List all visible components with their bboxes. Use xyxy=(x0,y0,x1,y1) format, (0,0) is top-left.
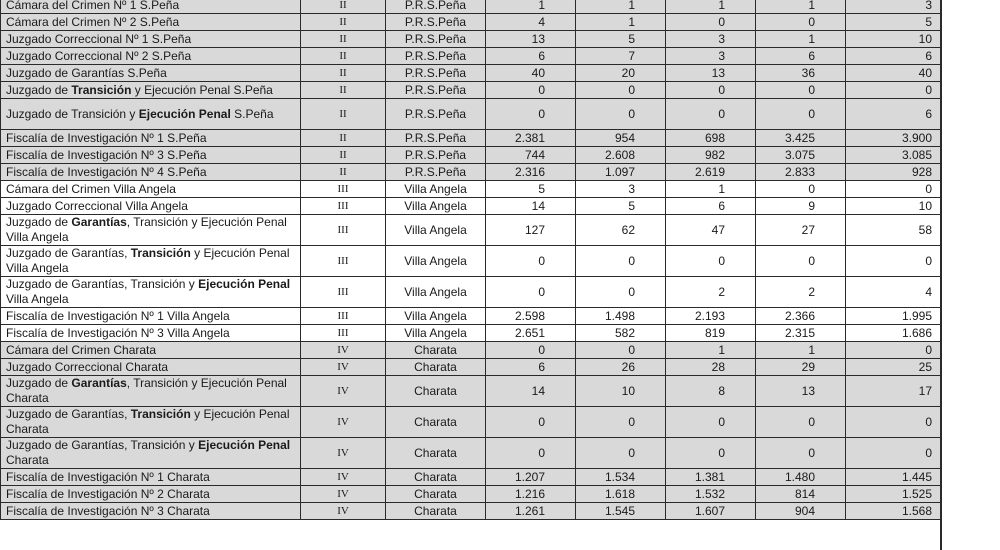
name-text: Cámara del Crimen Nº 2 S.Peña xyxy=(6,15,180,29)
value-cell: 0 xyxy=(486,277,576,308)
value-cell: 0 xyxy=(666,407,756,438)
value-cell: 3.425 xyxy=(756,130,846,147)
location-cell: P.R.S.Peña xyxy=(386,48,486,65)
table-row xyxy=(1,215,941,246)
value-cell: 3.075 xyxy=(756,147,846,164)
name-text: y Ejecución Penal Villa Angela xyxy=(6,246,290,275)
value-cell: 1 xyxy=(666,342,756,359)
location-cell: Charata xyxy=(386,438,486,469)
value-cell: 1 xyxy=(756,0,846,14)
name-emphasis: Transición xyxy=(130,407,191,421)
value-cell: 2.366 xyxy=(756,308,846,325)
name-text: Cámara del Crimen Nº 1 S.Peña xyxy=(6,0,180,12)
value-cell: 0 xyxy=(756,438,846,469)
value-cell: 1.097 xyxy=(576,164,666,181)
location-cell: Charata xyxy=(386,469,486,486)
organism-name-cell xyxy=(1,486,301,503)
value-cell: 1.686 xyxy=(846,325,941,342)
organism-name-cell xyxy=(1,181,301,198)
table-row xyxy=(1,82,941,99)
name-text: , Transición y Ejecución Penal Villa Angela xyxy=(6,215,287,244)
table-row xyxy=(1,503,941,520)
value-cell: 3 xyxy=(666,31,756,48)
name-text: Juzgado de xyxy=(6,215,72,229)
value-cell: 0 xyxy=(486,407,576,438)
table-row xyxy=(1,469,941,486)
table-row xyxy=(1,147,941,164)
value-cell: 2 xyxy=(666,277,756,308)
name-text: Fiscalía de Investigación Nº 3 S.Peña xyxy=(6,148,207,162)
location-cell: P.R.S.Peña xyxy=(386,14,486,31)
name-emphasis: Garantías xyxy=(71,215,127,229)
value-cell: 10 xyxy=(846,31,941,48)
value-cell: 2 xyxy=(756,277,846,308)
name-text: Juzgado de Garantías S.Peña xyxy=(6,66,167,80)
circumscription-cell: IV xyxy=(301,342,386,359)
value-cell: 0 xyxy=(846,407,941,438)
location-cell: P.R.S.Peña xyxy=(386,147,486,164)
name-text: Fiscalía de Investigación Nº 3 Charata xyxy=(6,504,210,518)
value-cell: 29 xyxy=(756,359,846,376)
value-cell: 0 xyxy=(486,438,576,469)
organism-name-cell xyxy=(1,246,301,277)
value-cell: 10 xyxy=(846,198,941,215)
circumscription-cell: II xyxy=(301,130,386,147)
value-cell: 0 xyxy=(846,181,941,198)
circumscription-cell: II xyxy=(301,31,386,48)
value-cell: 0 xyxy=(666,99,756,130)
value-cell: 36 xyxy=(756,65,846,82)
circumscription-cell: III xyxy=(301,198,386,215)
table-row xyxy=(1,181,941,198)
name-text: Fiscalía de Investigación Nº 1 Charata xyxy=(6,470,210,484)
location-cell: P.R.S.Peña xyxy=(386,65,486,82)
organism-name-cell xyxy=(1,14,301,31)
value-cell: 0 xyxy=(756,99,846,130)
organism-name-cell xyxy=(1,469,301,486)
value-cell: 904 xyxy=(756,503,846,520)
organism-name-cell xyxy=(1,0,301,14)
value-cell: 2.619 xyxy=(666,164,756,181)
table-row xyxy=(1,14,941,31)
location-cell: Charata xyxy=(386,486,486,503)
value-cell: 0 xyxy=(846,246,941,277)
value-cell: 5 xyxy=(486,181,576,198)
circumscription-cell: III xyxy=(301,181,386,198)
value-cell: 6 xyxy=(846,99,941,130)
value-cell: 40 xyxy=(486,65,576,82)
value-cell: 13 xyxy=(756,376,846,407)
page-right-border xyxy=(940,0,942,550)
location-cell: P.R.S.Peña xyxy=(386,0,486,14)
location-cell: P.R.S.Peña xyxy=(386,82,486,99)
value-cell: 954 xyxy=(576,130,666,147)
table-row xyxy=(1,48,941,65)
value-cell: 2.193 xyxy=(666,308,756,325)
table-row xyxy=(1,164,941,181)
organism-name-cell xyxy=(1,438,301,469)
value-cell: 0 xyxy=(576,438,666,469)
table-row xyxy=(1,65,941,82)
name-text: Fiscalía de Investigación Nº 4 S.Peña xyxy=(6,165,207,179)
value-cell: 5 xyxy=(846,14,941,31)
organism-name-cell xyxy=(1,147,301,164)
value-cell: 2.381 xyxy=(486,130,576,147)
name-text: Juzgado Correccional Villa Angela xyxy=(6,199,188,213)
organism-name-cell xyxy=(1,277,301,308)
table-row xyxy=(1,376,941,407)
value-cell: 4 xyxy=(846,277,941,308)
value-cell: 3.900 xyxy=(846,130,941,147)
value-cell: 20 xyxy=(576,65,666,82)
organism-name-cell xyxy=(1,215,301,246)
organism-name-cell xyxy=(1,130,301,147)
circumscription-cell: IV xyxy=(301,376,386,407)
name-emphasis: Ejecución Penal xyxy=(198,438,291,452)
value-cell: 1 xyxy=(756,31,846,48)
value-cell: 0 xyxy=(756,246,846,277)
value-cell: 1.480 xyxy=(756,469,846,486)
value-cell: 2.651 xyxy=(486,325,576,342)
location-cell: Charata xyxy=(386,407,486,438)
value-cell: 17 xyxy=(846,376,941,407)
value-cell: 0 xyxy=(846,342,941,359)
value-cell: 0 xyxy=(666,82,756,99)
value-cell: 0 xyxy=(576,246,666,277)
organism-name-cell xyxy=(1,308,301,325)
organism-name-cell xyxy=(1,359,301,376)
organism-name-cell xyxy=(1,48,301,65)
value-cell: 1.525 xyxy=(846,486,941,503)
name-text: y Ejecución Penal S.Peña xyxy=(131,83,273,97)
circumscription-cell: IV xyxy=(301,407,386,438)
table-row xyxy=(1,342,941,359)
name-emphasis: Ejecución Penal xyxy=(198,277,291,291)
organism-name-cell xyxy=(1,342,301,359)
circumscription-cell: III xyxy=(301,325,386,342)
location-cell: Villa Angela xyxy=(386,308,486,325)
value-cell: 1.568 xyxy=(846,503,941,520)
circumscription-cell: III xyxy=(301,246,386,277)
name-emphasis: Garantías xyxy=(71,376,127,390)
name-text: S.Peña xyxy=(230,106,274,121)
location-cell: Villa Angela xyxy=(386,277,486,308)
value-cell: 1.445 xyxy=(846,469,941,486)
organism-name-cell xyxy=(1,164,301,181)
table-row xyxy=(1,130,941,147)
value-cell: 2.608 xyxy=(576,147,666,164)
table-row xyxy=(1,308,941,325)
value-cell: 698 xyxy=(666,130,756,147)
circumscription-cell: II xyxy=(301,14,386,31)
value-cell: 10 xyxy=(576,376,666,407)
value-cell: 1 xyxy=(576,14,666,31)
value-cell: 0 xyxy=(846,82,941,99)
value-cell: 8 xyxy=(666,376,756,407)
location-cell: Villa Angela xyxy=(386,246,486,277)
circumscription-cell: II xyxy=(301,99,386,130)
location-cell: P.R.S.Peña xyxy=(386,31,486,48)
circumscription-cell: II xyxy=(301,65,386,82)
location-cell: Villa Angela xyxy=(386,181,486,198)
name-text: Juzgado de Garantías, xyxy=(6,407,131,421)
value-cell: 9 xyxy=(756,198,846,215)
value-cell: 744 xyxy=(486,147,576,164)
name-text: Juzgado de Garantías, xyxy=(6,246,131,260)
value-cell: 814 xyxy=(756,486,846,503)
name-text: Charata xyxy=(6,453,49,467)
value-cell: 3.085 xyxy=(846,147,941,164)
value-cell: 6 xyxy=(666,198,756,215)
location-cell: P.R.S.Peña xyxy=(386,130,486,147)
name-text: Cámara del Crimen Charata xyxy=(6,343,157,357)
circumscription-cell: IV xyxy=(301,438,386,469)
value-cell: 0 xyxy=(756,14,846,31)
organism-name-cell xyxy=(1,503,301,520)
table-row xyxy=(1,407,941,438)
value-cell: 1 xyxy=(666,0,756,14)
value-cell: 13 xyxy=(486,31,576,48)
value-cell: 6 xyxy=(756,48,846,65)
name-text: Juzgado Correccional Charata xyxy=(6,360,169,374)
value-cell: 27 xyxy=(756,215,846,246)
value-cell: 13 xyxy=(666,65,756,82)
name-text: Fiscalía de Investigación Nº 1 Villa Angela xyxy=(6,309,230,323)
table-row xyxy=(1,31,941,48)
value-cell: 3 xyxy=(846,0,941,14)
value-cell: 1.216 xyxy=(486,486,576,503)
organism-name-cell xyxy=(1,198,301,215)
name-text: Cámara del Crimen Villa Angela xyxy=(6,182,176,196)
organism-name-cell xyxy=(1,376,301,407)
organism-name-cell xyxy=(1,65,301,82)
value-cell: 3 xyxy=(576,181,666,198)
name-text: Juzgado de Garantías, Transición y xyxy=(6,277,199,291)
circumscription-cell: IV xyxy=(301,486,386,503)
value-cell: 0 xyxy=(756,181,846,198)
value-cell: 928 xyxy=(846,164,941,181)
value-cell: 25 xyxy=(846,359,941,376)
table-row xyxy=(1,438,941,469)
value-cell: 1.261 xyxy=(486,503,576,520)
value-cell: 0 xyxy=(486,99,576,130)
circumscription-cell: II xyxy=(301,0,386,14)
table-row xyxy=(1,198,941,215)
name-text: Juzgado de xyxy=(6,83,72,97)
location-cell: Villa Angela xyxy=(386,198,486,215)
location-cell: Charata xyxy=(386,359,486,376)
circumscription-cell: IV xyxy=(301,503,386,520)
value-cell: 1.381 xyxy=(666,469,756,486)
value-cell: 1.207 xyxy=(486,469,576,486)
circumscription-cell: III xyxy=(301,215,386,246)
location-cell: P.R.S.Peña xyxy=(386,164,486,181)
value-cell: 0 xyxy=(576,99,666,130)
value-cell: 127 xyxy=(486,215,576,246)
circumscription-cell: III xyxy=(301,308,386,325)
value-cell: 6 xyxy=(846,48,941,65)
name-text: Fiscalía de Investigación Nº 2 Charata xyxy=(6,487,210,501)
organism-name-cell xyxy=(1,325,301,342)
value-cell: 14 xyxy=(486,198,576,215)
value-cell: 14 xyxy=(486,376,576,407)
table-row xyxy=(1,0,941,14)
name-text: Fiscalía de Investigación Nº 1 S.Peña xyxy=(6,131,207,145)
value-cell: 0 xyxy=(486,82,576,99)
name-text: , Transición y Ejecución Penal Charata xyxy=(6,376,287,405)
location-cell: Villa Angela xyxy=(386,325,486,342)
value-cell: 0 xyxy=(666,14,756,31)
value-cell: 1 xyxy=(756,342,846,359)
value-cell: 2.598 xyxy=(486,308,576,325)
location-cell: Charata xyxy=(386,376,486,407)
value-cell: 1.545 xyxy=(576,503,666,520)
value-cell: 1.498 xyxy=(576,308,666,325)
value-cell: 2.833 xyxy=(756,164,846,181)
value-cell: 7 xyxy=(576,48,666,65)
value-cell: 1 xyxy=(666,181,756,198)
circumscription-cell: II xyxy=(301,48,386,65)
name-emphasis: Ejecución Penal xyxy=(138,106,231,121)
table-row xyxy=(1,277,941,308)
value-cell: 5 xyxy=(576,31,666,48)
name-text: Juzgado de Garantías, Transición y xyxy=(6,438,199,452)
value-cell: 1 xyxy=(486,0,576,14)
value-cell: 0 xyxy=(486,342,576,359)
table-row xyxy=(1,246,941,277)
name-text: y Ejecución Penal Charata xyxy=(6,407,290,436)
circumscription-cell: II xyxy=(301,147,386,164)
circumscription-cell: IV xyxy=(301,359,386,376)
circumscription-cell: III xyxy=(301,277,386,308)
location-cell: P.R.S.Peña xyxy=(386,99,486,130)
circumscription-cell: IV xyxy=(301,469,386,486)
circumscription-cell: II xyxy=(301,164,386,181)
value-cell: 0 xyxy=(486,246,576,277)
name-text: Juzgado Correccional Nº 1 S.Peña xyxy=(6,32,192,46)
table-row xyxy=(1,486,941,503)
value-cell: 0 xyxy=(756,82,846,99)
table-row xyxy=(1,359,941,376)
value-cell: 819 xyxy=(666,325,756,342)
value-cell: 47 xyxy=(666,215,756,246)
value-cell: 0 xyxy=(666,438,756,469)
value-cell: 2.315 xyxy=(756,325,846,342)
name-emphasis: Transición xyxy=(71,83,132,97)
organism-name-cell xyxy=(1,82,301,99)
location-cell: Charata xyxy=(386,503,486,520)
organism-name-cell xyxy=(1,99,301,130)
value-cell: 4 xyxy=(486,14,576,31)
name-text: Villa Angela xyxy=(6,292,69,306)
value-cell: 6 xyxy=(486,48,576,65)
organism-name-cell xyxy=(1,31,301,48)
value-cell: 2.316 xyxy=(486,164,576,181)
value-cell: 1.532 xyxy=(666,486,756,503)
value-cell: 58 xyxy=(846,215,941,246)
location-cell: Charata xyxy=(386,342,486,359)
circumscription-cell: II xyxy=(301,82,386,99)
name-emphasis: Transición xyxy=(130,246,191,260)
organism-name-cell xyxy=(1,407,301,438)
value-cell: 982 xyxy=(666,147,756,164)
value-cell: 6 xyxy=(486,359,576,376)
value-cell: 0 xyxy=(576,407,666,438)
value-cell: 0 xyxy=(576,342,666,359)
table-row xyxy=(1,99,941,130)
value-cell: 1.607 xyxy=(666,503,756,520)
name-text: Juzgado de Transición y xyxy=(6,106,139,121)
value-cell: 28 xyxy=(666,359,756,376)
table-body xyxy=(1,0,941,520)
value-cell: 0 xyxy=(756,407,846,438)
name-text: Juzgado de xyxy=(6,376,72,390)
table-row xyxy=(1,325,941,342)
value-cell: 1.618 xyxy=(576,486,666,503)
value-cell: 0 xyxy=(576,277,666,308)
name-text: Juzgado Correccional Nº 2 S.Peña xyxy=(6,49,192,63)
value-cell: 40 xyxy=(846,65,941,82)
value-cell: 62 xyxy=(576,215,666,246)
value-cell: 5 xyxy=(576,198,666,215)
value-cell: 1.995 xyxy=(846,308,941,325)
name-text: Fiscalía de Investigación Nº 3 Villa Angela xyxy=(6,326,230,340)
value-cell: 582 xyxy=(576,325,666,342)
location-cell: Villa Angela xyxy=(386,215,486,246)
value-cell: 0 xyxy=(846,438,941,469)
value-cell: 1 xyxy=(576,0,666,14)
value-cell: 26 xyxy=(576,359,666,376)
value-cell: 1.534 xyxy=(576,469,666,486)
value-cell: 0 xyxy=(666,246,756,277)
value-cell: 3 xyxy=(666,48,756,65)
value-cell: 0 xyxy=(576,82,666,99)
